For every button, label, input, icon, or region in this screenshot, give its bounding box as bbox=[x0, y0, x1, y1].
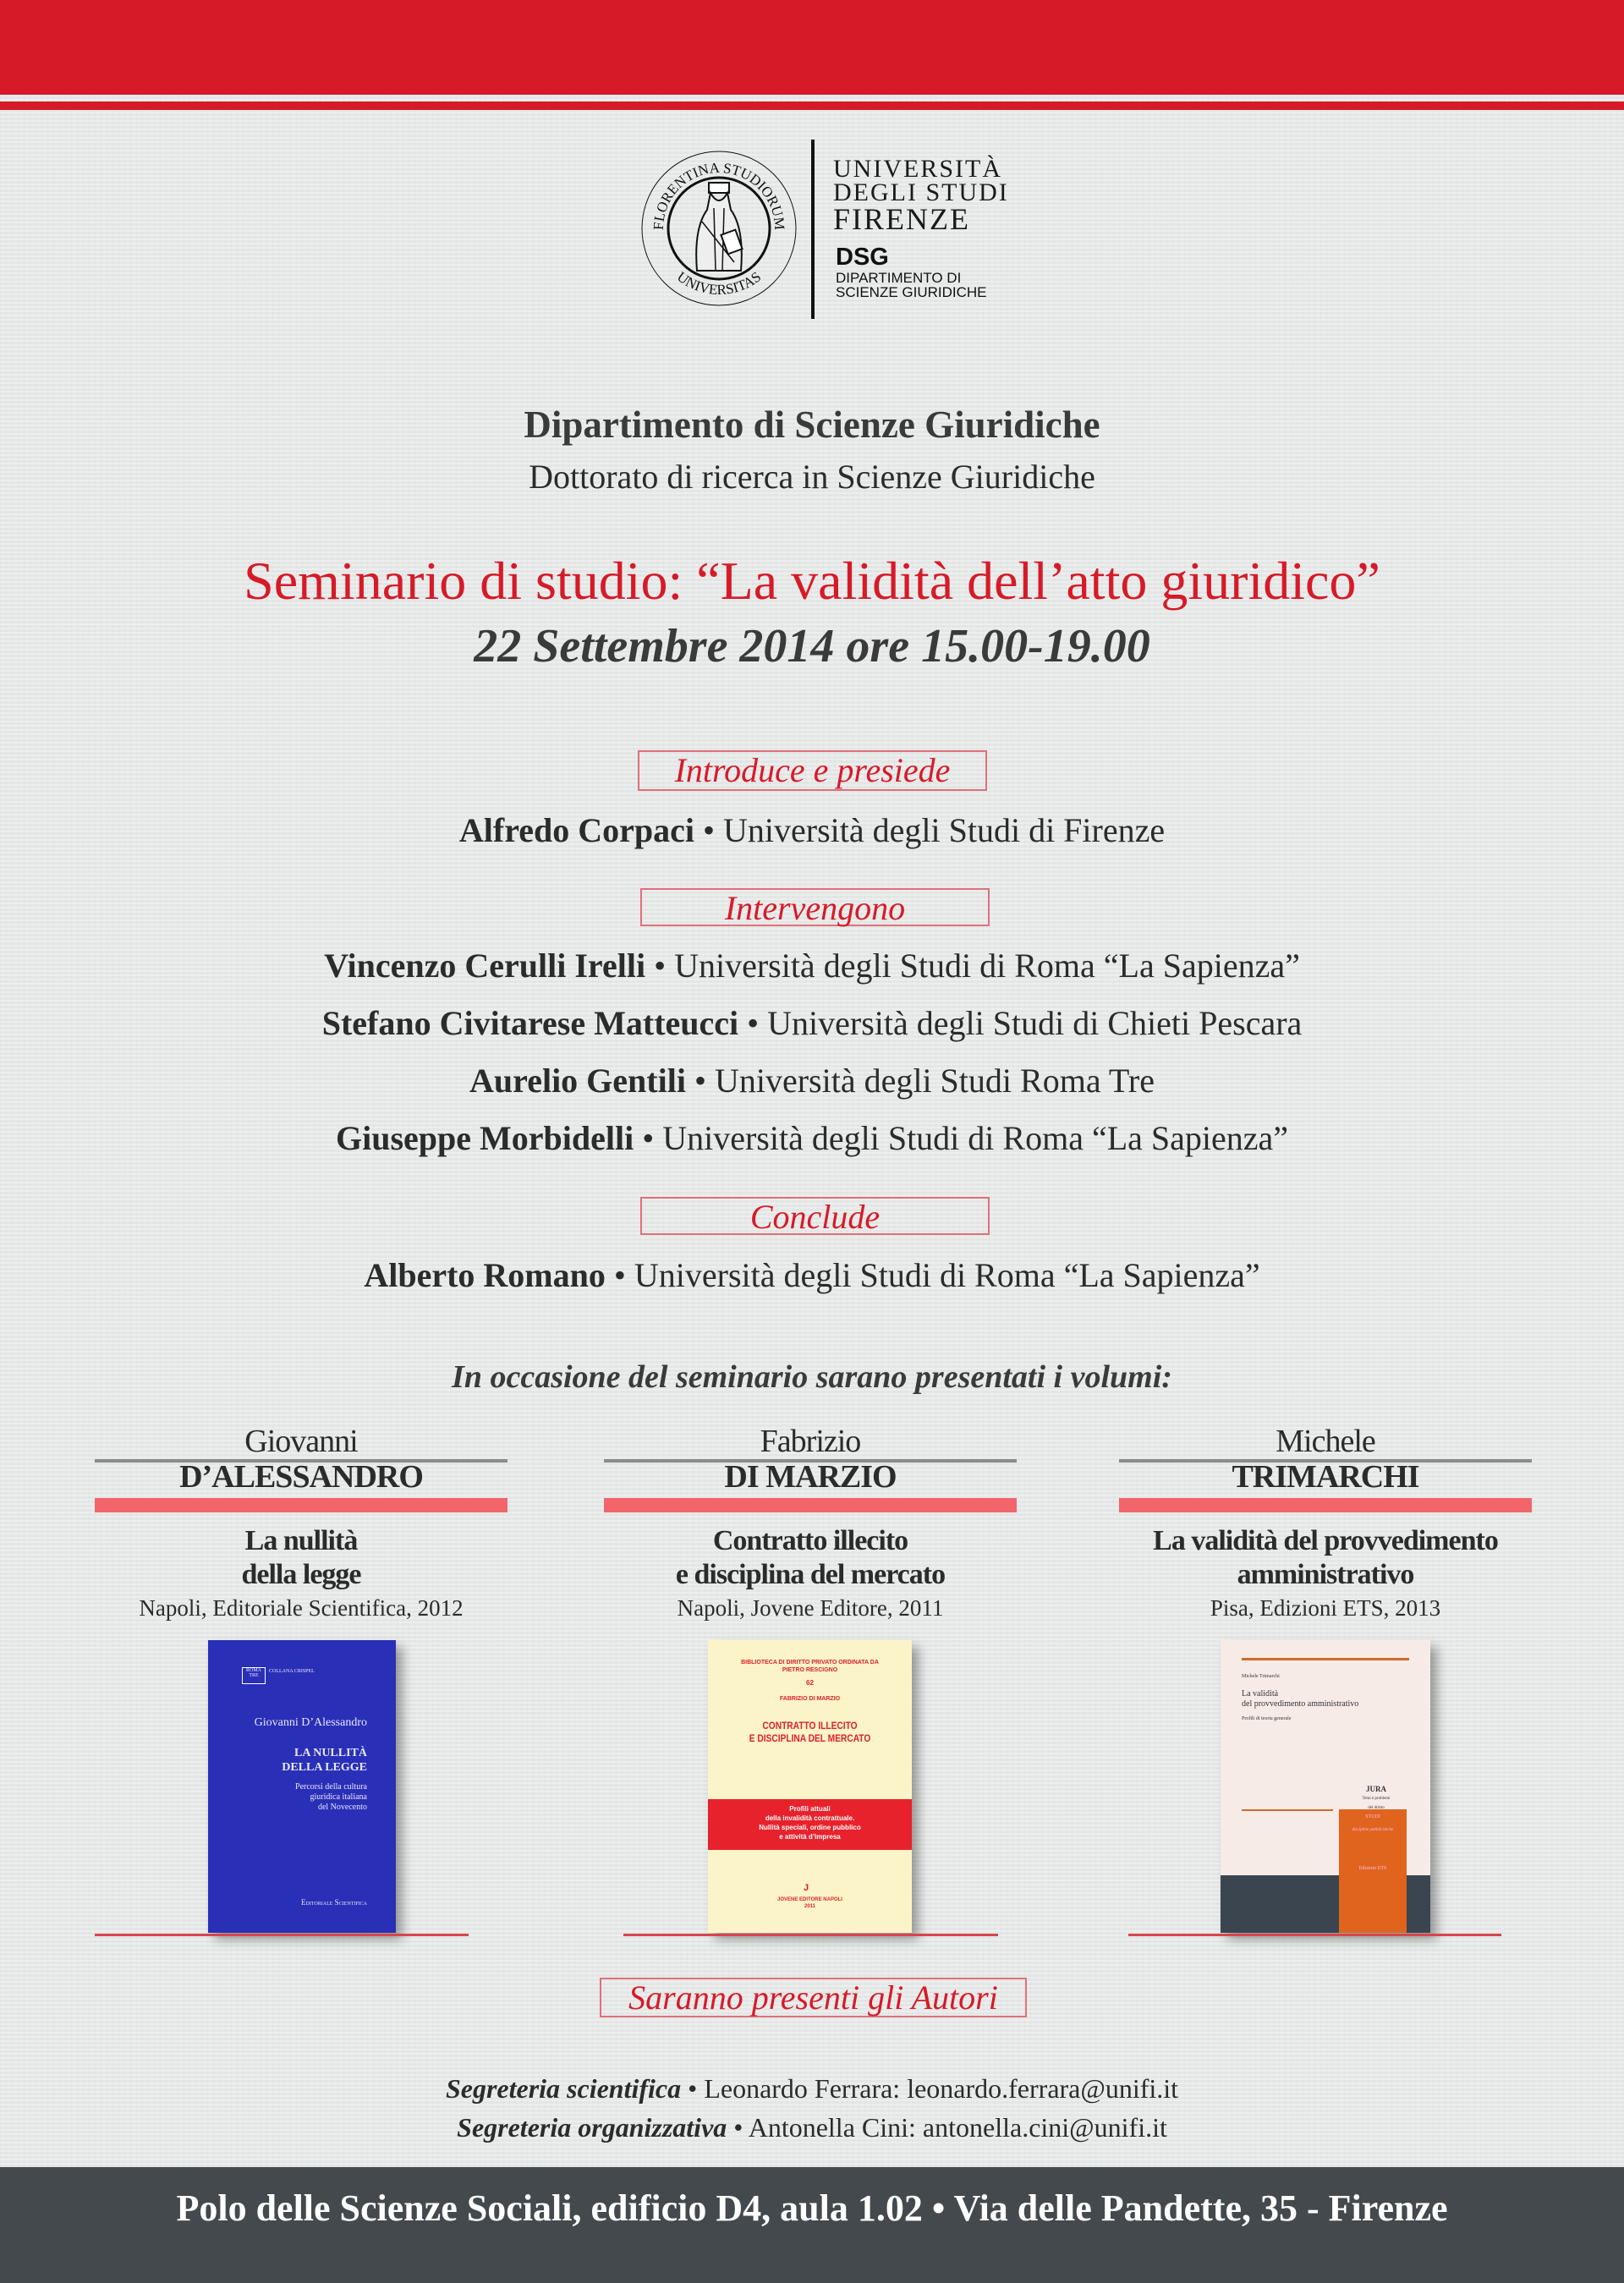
jovene-logo: J bbox=[804, 1883, 809, 1893]
cover-series: COLLANA CRISPEL bbox=[269, 1669, 315, 1674]
department-heading: Dipartimento di Scienze Giuridiche bbox=[524, 403, 1100, 446]
book-publisher: Napoli, Jovene Editore, 2011 bbox=[677, 1595, 944, 1621]
book-underline bbox=[623, 1934, 998, 1936]
speaker-name: Alberto Romano bbox=[364, 1256, 606, 1294]
cover-series: BIBLIOTECA DI DIRITTO PRIVATO ORDINATA DA PIETRO RESCIGNO bbox=[741, 1660, 879, 1673]
cover-author: Giovanni D’Alessandro bbox=[254, 1716, 367, 1729]
top-red-line bbox=[0, 102, 1624, 110]
speaker-line bbox=[0, 1118, 1624, 1158]
books-intro: In occasione del seminario sarano presentati i volumi: bbox=[452, 1359, 1172, 1395]
cover-author: FABRIZIO DI MARZIO bbox=[779, 1696, 841, 1702]
speaker-affiliation: • Università degli Studi di Roma “La Sapienza” bbox=[645, 947, 1300, 985]
speaker-name: Giuseppe Morbidelli bbox=[335, 1119, 634, 1157]
red-bar bbox=[95, 1498, 508, 1512]
chair-label: Introduce e presiede bbox=[638, 750, 987, 791]
university-name-line: DEGLI STUDI bbox=[833, 178, 1009, 206]
speaker-affiliation: • Università degli Studi di Firenze bbox=[694, 811, 1166, 849]
venue-address: Polo delle Scienze Sociali, edificio D4, aula 1.02 • Via delle Pandette, 35 - Firenze bbox=[176, 2187, 1448, 2229]
cover-number: 62 bbox=[806, 1679, 814, 1687]
university-name-line: FIRENZE bbox=[833, 202, 970, 236]
author-first-name: Fabrizio bbox=[760, 1424, 861, 1459]
contact-line bbox=[0, 2073, 1624, 2105]
book-cover-dimarzio bbox=[708, 1640, 912, 1933]
red-bar bbox=[604, 1498, 1017, 1512]
author-surname: D’ALESSANDRO bbox=[179, 1459, 423, 1495]
dept-name-line: SCIENZE GIURIDICHE bbox=[836, 284, 987, 300]
closing-label: Conclude bbox=[640, 1197, 990, 1235]
speaker-line bbox=[0, 1003, 1624, 1043]
doctorate-heading: Dottorato di ricerca in Scienze Giuridiche bbox=[529, 458, 1095, 496]
contact-role: Segreteria scientifica bbox=[445, 2073, 682, 2104]
speaker-affiliation: • Università degli Studi Roma Tre bbox=[685, 1062, 1155, 1100]
contact-text[interactable]: • Antonella Cini: antonella.cini@unifi.it bbox=[727, 2112, 1167, 2143]
svg-text:FLORENTINA STUDIORUM: FLORENTINA STUDIORUM bbox=[650, 159, 788, 231]
cover-subtitle: Profili di teoria generale bbox=[1242, 1716, 1292, 1721]
speaker-name: Alfredo Corpaci bbox=[458, 811, 694, 849]
speaker-name: Stefano Civitarese Matteucci bbox=[321, 1004, 739, 1042]
author-first-name: Michele bbox=[1276, 1424, 1375, 1459]
book-publisher: Napoli, Editoriale Scientifica, 2012 bbox=[139, 1595, 464, 1621]
roma-tre-logo: ROMA TRE bbox=[242, 1667, 266, 1684]
cover-subtitle: Percorsi della cultura giuridica italiana del Novecento bbox=[295, 1782, 367, 1812]
speaker-line bbox=[0, 1061, 1624, 1100]
speakers-label: Intervengono bbox=[640, 888, 990, 926]
speaker-affiliation: • Università degli Studi di Roma “La Sapienza” bbox=[634, 1119, 1289, 1157]
university-name-line: UNIVERSITÀ bbox=[833, 155, 1002, 183]
cover-rule bbox=[1242, 1658, 1409, 1660]
chair-line bbox=[0, 810, 1624, 850]
cover-band: Profili attuali della invalidità contrattuale. Nullità speciali, ordine pubblico e attività d’impresa bbox=[708, 1799, 912, 1850]
dept-abbreviation: DSG bbox=[836, 244, 889, 271]
cover-title: La validità del provvedimento amministrativo bbox=[1242, 1689, 1359, 1709]
book-cover-trimarchi bbox=[1221, 1640, 1430, 1933]
book-info bbox=[604, 1425, 1017, 1624]
cover-series: JURA Temi e problemi del diritto bbox=[1362, 1785, 1391, 1810]
closing-line bbox=[0, 1255, 1624, 1295]
authors-note: Saranno presenti gli Autori bbox=[600, 1978, 1027, 2017]
svg-text:UNIVERSITAS: UNIVERSITAS bbox=[673, 268, 765, 299]
book-title: La nullità della legge bbox=[241, 1525, 361, 1590]
contact-role: Segreteria organizzativa bbox=[457, 2112, 727, 2143]
top-red-band bbox=[0, 0, 1624, 95]
cover-rule bbox=[1242, 1809, 1333, 1811]
dept-name-line: DIPARTIMENTO DI bbox=[836, 270, 962, 286]
book-cover-dalessandro bbox=[208, 1640, 396, 1933]
cover-orange-panel: STUDI discipline pubblicistiche Edizioni ETS bbox=[1339, 1809, 1407, 1933]
speaker-name: Vincenzo Cerulli Irelli bbox=[324, 947, 646, 985]
book-underline bbox=[95, 1934, 469, 1936]
seal-figure bbox=[696, 183, 742, 271]
cover-publisher: Editoriale Scientifica bbox=[301, 1898, 367, 1907]
logo-divider bbox=[811, 140, 815, 319]
cover-author: Michele Trimarchi bbox=[1242, 1674, 1280, 1679]
author-surname: TRIMARCHI bbox=[1232, 1459, 1419, 1495]
speaker-name: Aurelio Gentili bbox=[469, 1062, 686, 1100]
seminar-date: 22 Settembre 2014 ore 15.00-19.00 bbox=[474, 620, 1150, 672]
book-info bbox=[1119, 1425, 1532, 1624]
cover-title: CONTRATTO ILLECITO E DISCIPLINA DEL MERCATO bbox=[749, 1720, 871, 1744]
cover-publisher: JOVENE EDITORE NAPOLI 2011 bbox=[777, 1897, 842, 1909]
book-title: Contratto illecito e disciplina del mercato bbox=[675, 1525, 946, 1590]
seminar-title: Seminario di studio: “La validità dell’atto giuridico” bbox=[244, 551, 1380, 611]
book-title: La validità del provvedimento amministrativo bbox=[1153, 1525, 1498, 1590]
contact-text[interactable]: • Leonardo Ferrara: leonardo.ferrara@unifi.it bbox=[681, 2073, 1179, 2104]
author-surname: DI MARZIO bbox=[724, 1459, 897, 1495]
contact-line bbox=[0, 2112, 1624, 2143]
cover-title: LA NULLITÀ DELLA LEGGE bbox=[282, 1747, 367, 1774]
red-bar bbox=[1119, 1498, 1532, 1512]
speaker-line bbox=[0, 946, 1624, 985]
author-first-name: Giovanni bbox=[244, 1424, 358, 1459]
book-publisher: Pisa, Edizioni ETS, 2013 bbox=[1210, 1595, 1441, 1621]
book-info bbox=[95, 1425, 508, 1624]
speaker-affiliation: • Università degli Studi di Roma “La Sapienza” bbox=[605, 1256, 1260, 1294]
university-seal-icon bbox=[641, 144, 797, 313]
speaker-affiliation: • Università degli Studi di Chieti Pescara bbox=[738, 1004, 1303, 1042]
book-underline bbox=[1128, 1934, 1501, 1936]
